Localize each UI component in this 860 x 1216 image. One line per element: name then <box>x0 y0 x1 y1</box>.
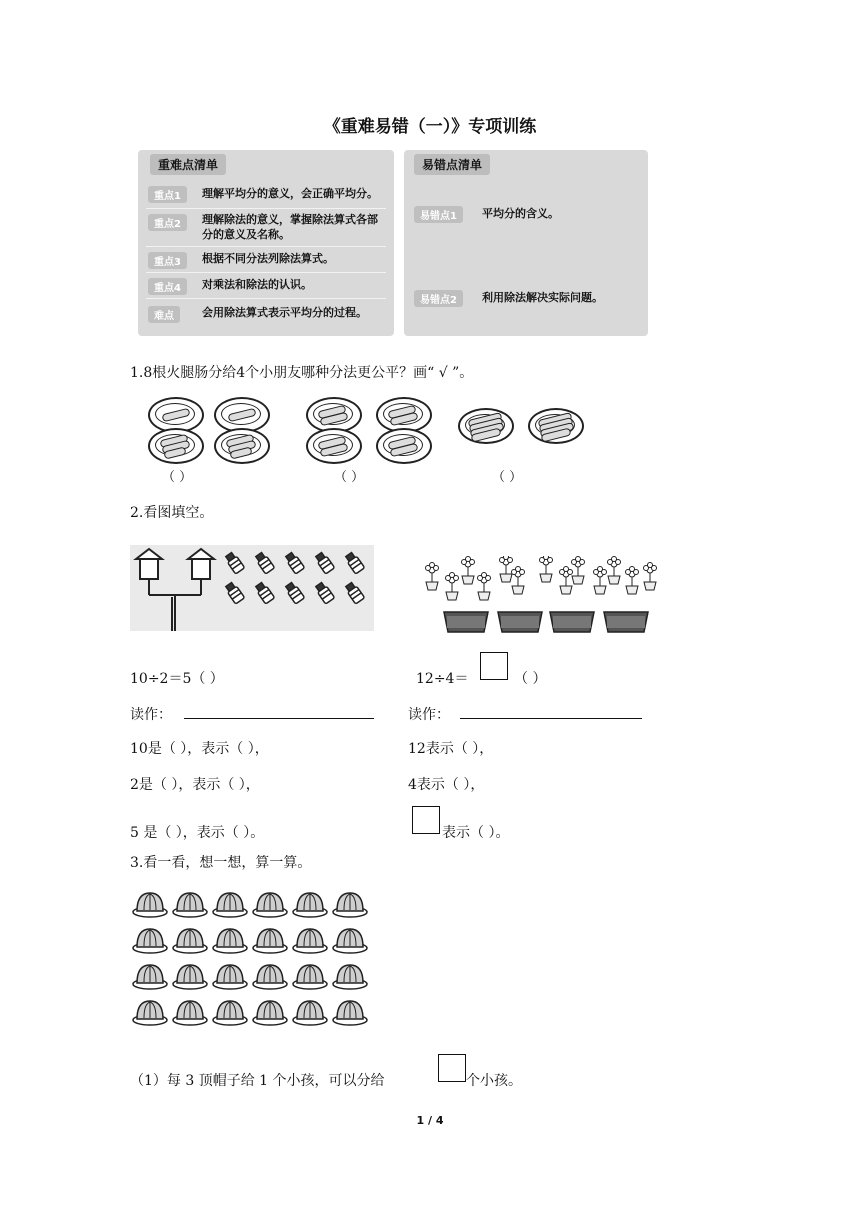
key-text: 理解除法的意义，掌握除法算式各部分的意义及名称。 <box>202 213 378 241</box>
basket-icon <box>498 612 542 632</box>
answer-box[interactable] <box>412 806 440 834</box>
right-line-2: 4表示（ ）， <box>408 777 485 793</box>
flower-icon <box>512 567 525 595</box>
key-text: 对乘法和除法的认识。 <box>202 278 312 291</box>
question-3-sub1-suffix: 个小孩。 <box>466 1073 522 1089</box>
error-points-heading: 易错点清单 <box>414 154 490 175</box>
equation-right-prefix: 12÷4＝ <box>416 671 469 687</box>
streetlamp-bulbs-illustration <box>130 545 374 631</box>
bulb-icon <box>224 551 244 574</box>
hat-icon <box>252 890 288 918</box>
hat-icon <box>292 998 328 1026</box>
left-line-1: 10是（ ），表示（ ）， <box>130 741 269 757</box>
flower-icon <box>426 563 439 591</box>
bulb-icon <box>254 551 274 574</box>
flower-icon <box>446 573 459 601</box>
key-text: 根据不同分法列除法算式。 <box>202 252 334 265</box>
hat-icon <box>212 998 248 1026</box>
answer-blank-3[interactable]: （ ） <box>492 470 523 485</box>
flowers-baskets-illustration <box>418 556 666 638</box>
hat-icon <box>132 890 168 918</box>
equation-left: 10÷2＝5（ ） <box>130 671 224 687</box>
plate <box>148 428 204 464</box>
question-2: 2.看图填空。 <box>130 505 214 521</box>
question-3: 3.看一看，想一想，算一算。 <box>130 855 312 871</box>
flower-icon <box>572 557 585 585</box>
hats-illustration <box>132 890 376 1030</box>
key-row <box>146 272 386 299</box>
answer-box[interactable] <box>480 652 508 680</box>
key-tag: 重点3 <box>148 252 187 269</box>
left-line-3: 5 是（ ），表示（ ）。 <box>130 825 265 841</box>
key-tag: 难点 <box>148 306 180 323</box>
flower-icon <box>644 563 657 591</box>
left-line-2: 2是（ ），表示（ ）， <box>130 777 260 793</box>
plate <box>528 408 584 444</box>
lamp-svg <box>130 545 374 631</box>
hat-icon <box>332 998 368 1026</box>
bulb-icon <box>224 581 244 604</box>
bulb-icon <box>314 551 334 574</box>
key-points-panel <box>138 150 394 336</box>
hat-icon <box>292 890 328 918</box>
basket-icon <box>550 612 594 632</box>
bulb-icon <box>284 551 304 574</box>
flower-icon <box>608 557 621 585</box>
error-tag: 易错点1 <box>414 206 463 223</box>
answer-box[interactable] <box>438 1054 466 1082</box>
bulb-icon <box>314 581 334 604</box>
hat-icon <box>252 962 288 990</box>
hat-icon <box>132 926 168 954</box>
read-label-right: 读作： <box>408 707 450 723</box>
error-row <box>412 286 640 310</box>
answer-blank-1[interactable]: （ ） <box>162 470 193 485</box>
flower-icon <box>478 573 491 601</box>
bulb-icon <box>284 581 304 604</box>
hat-icon <box>172 998 208 1026</box>
basket-icon <box>604 612 648 632</box>
hat-icon <box>252 926 288 954</box>
flower-icon <box>540 556 553 582</box>
hat-icon <box>292 962 328 990</box>
right-line-1: 12表示（ ）， <box>408 741 494 757</box>
flower-icon <box>462 557 475 585</box>
key-tag: 重点2 <box>148 214 187 231</box>
flower-icon <box>500 556 513 582</box>
key-row <box>146 300 386 326</box>
read-line-right[interactable] <box>460 718 642 719</box>
key-tag: 重点1 <box>148 186 187 203</box>
bulb-icon <box>344 551 364 574</box>
page-number: 1 / 4 <box>416 1114 444 1127</box>
answer-blank-2[interactable]: （ ） <box>334 470 365 485</box>
key-row <box>146 208 386 247</box>
hat-icon <box>132 962 168 990</box>
key-row <box>146 246 386 273</box>
question-3-sub1-prefix: （1）每 3 顶帽子给 1 个小孩，可以分给 <box>130 1073 385 1089</box>
bulb-icon <box>254 581 274 604</box>
key-text: 会用除法算式表示平均分的过程。 <box>202 306 367 319</box>
equation-right-suffix: （ ） <box>514 671 547 687</box>
flower-icon <box>594 567 607 595</box>
error-points-panel <box>404 150 648 336</box>
read-line-left[interactable] <box>184 718 374 719</box>
error-row <box>412 202 640 226</box>
hat-icon <box>172 926 208 954</box>
error-text: 平均分的含义。 <box>482 207 559 220</box>
key-text: 理解平均分的意义，会正确平均分。 <box>202 187 378 200</box>
hat-icon <box>332 926 368 954</box>
question-1: 1.8根火腿肠分给4个小朋友哪种分法更公平？画“ √ ”。 <box>130 365 474 381</box>
flowers-svg <box>418 556 666 638</box>
hat-icon <box>132 998 168 1026</box>
basket-icon <box>444 612 488 632</box>
hat-icon <box>212 962 248 990</box>
page-title: 《重难易错（一）》专项训练 <box>323 117 537 137</box>
bulb-icon <box>344 581 364 604</box>
plate <box>214 428 270 464</box>
key-points-heading: 重难点清单 <box>150 154 226 175</box>
flower-icon <box>626 567 639 595</box>
right-line-3: 表示（ ）。 <box>442 825 510 841</box>
hat-icon <box>332 890 368 918</box>
flower-icon <box>560 567 573 595</box>
hat-icon <box>292 926 328 954</box>
error-text: 利用除法解决实际问题。 <box>482 291 603 304</box>
hat-icon <box>212 890 248 918</box>
hat-icon <box>332 962 368 990</box>
key-row <box>146 180 386 209</box>
read-label-left: 读作： <box>130 707 172 723</box>
key-tag: 重点4 <box>148 278 187 295</box>
hat-icon <box>172 890 208 918</box>
hat-icon <box>252 998 288 1026</box>
plate <box>458 408 514 444</box>
plate <box>306 428 362 464</box>
plate <box>376 428 432 464</box>
hat-icon <box>212 926 248 954</box>
error-tag: 易错点2 <box>414 290 463 307</box>
hat-icon <box>172 962 208 990</box>
